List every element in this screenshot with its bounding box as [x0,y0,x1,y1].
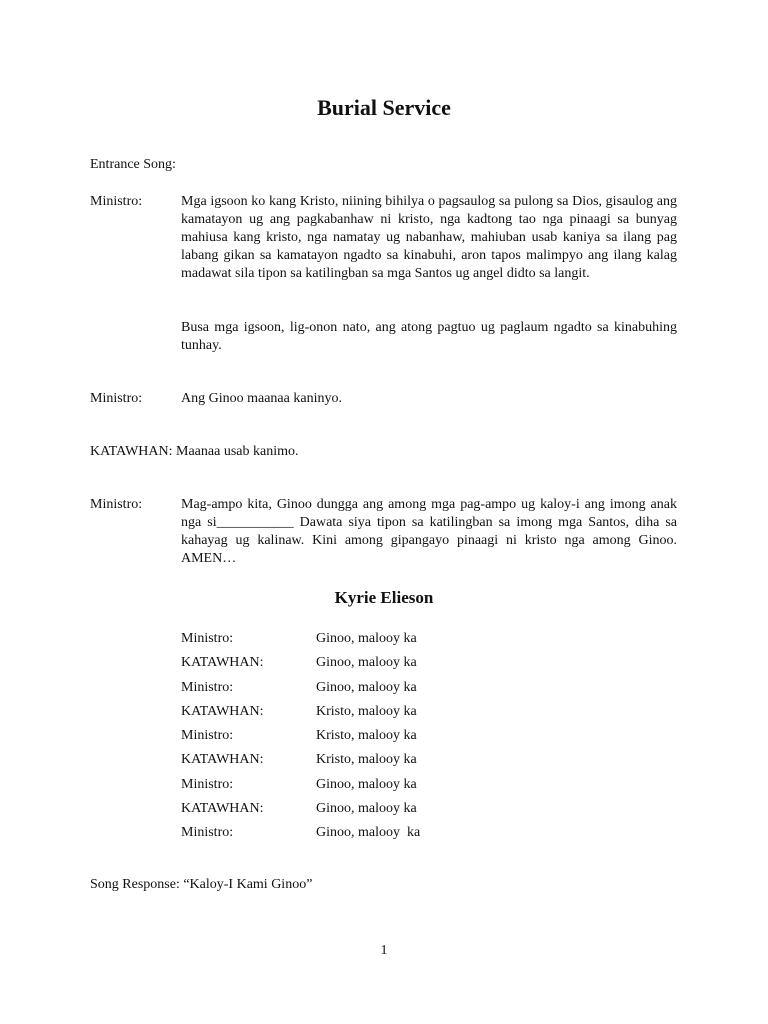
entrance-song-label: Entrance Song: [90,157,176,172]
song-response: Song Response: “Kaloy-I Kami Ginoo” [90,877,313,892]
greeting-text: Ang Ginoo maanaa kaninyo. [181,391,342,406]
prayer-paragraph: Mag-ampo kita, Ginoo dungga ang among mga pag-ampo ug kaloy-i ang imong anak nga si___________ Dawata siya tipon sa katilingban sa imong mga Santos, diha sa kahayag ug kalinaw. Kini among gipangayo pinaagi ni kristo nga among Ginoo. AMEN… [181,497,677,566]
kyrie-speaker: Ministro: [181,679,234,695]
kyrie-speaker: KATAWHAN: [181,703,264,719]
kyrie-response: Kristo, malooy ka [316,703,417,719]
kyrie-speaker: Ministro: [181,728,234,744]
speaker-label-ministro-3: Ministro: [90,497,143,512]
page-title: Burial Service [317,95,451,120]
kyrie-response: Kristo, malooy ka [316,728,417,744]
speaker-label-ministro-2: Ministro: [90,391,143,406]
kyrie-speaker: Ministro: [181,776,234,792]
exhortation-paragraph: Busa mga igsoon, lig-onon nato, ang atong pagtuo ug paglaum ngadto sa kinabuhing tunhay. [181,320,677,353]
kyrie-row [181,751,481,775]
kyrie-row [181,776,481,800]
kyrie-speaker: KATAWHAN: [181,752,264,768]
kyrie-response: Ginoo, malooy ka [316,801,417,817]
kyrie-row [181,727,481,751]
kyrie-row [181,630,481,654]
kyrie-response: Ginoo, malooy ka [316,679,417,695]
kyrie-row [181,800,481,824]
kyrie-speaker: Ministro: [181,825,234,841]
people-response: KATAWHAN: Maanaa usab kanimo. [90,444,299,459]
page-number: 1 [380,943,388,958]
speaker-label-ministro-1: Ministro: [90,194,143,209]
kyrie-row [181,824,481,848]
kyrie-response: Kristo, malooy ka [316,752,417,768]
kyrie-speaker: KATAWHAN: [181,655,264,671]
kyrie-row [181,679,481,703]
kyrie-speaker: KATAWHAN: [181,801,264,817]
kyrie-row [181,654,481,678]
kyrie-response: Ginoo, malooy ka [316,655,417,671]
kyrie-list [181,630,481,849]
kyrie-response: Ginoo, malooy ka [316,631,417,646]
kyrie-response: Ginoo, malooy ka [316,825,421,841]
kyrie-response: Ginoo, malooy ka [316,776,417,792]
kyrie-row [181,703,481,727]
opening-paragraph: Mga igsoon ko kang Kristo, niining bihilya o pagsaulog sa pulong sa Dios, gisaulog ang kamatayon ug ang pagkabanhaw ni kristo, nga kadtong tao nga pinaagi sa bunyag mahiusa kang kristo, nga namatay ug nabanhaw, mahiuban usab kaniya sa ilang pag labang gikan sa kamatayon ngadto sa kinabuhi, aron tapos malimpyo ang ilang kalag madawat sila tipon sa katilingban sa mga Santos ug angel didto sa langit. [181,194,677,281]
kyrie-title: Kyrie Elieson [334,588,434,607]
kyrie-speaker: Ministro: [181,631,234,646]
